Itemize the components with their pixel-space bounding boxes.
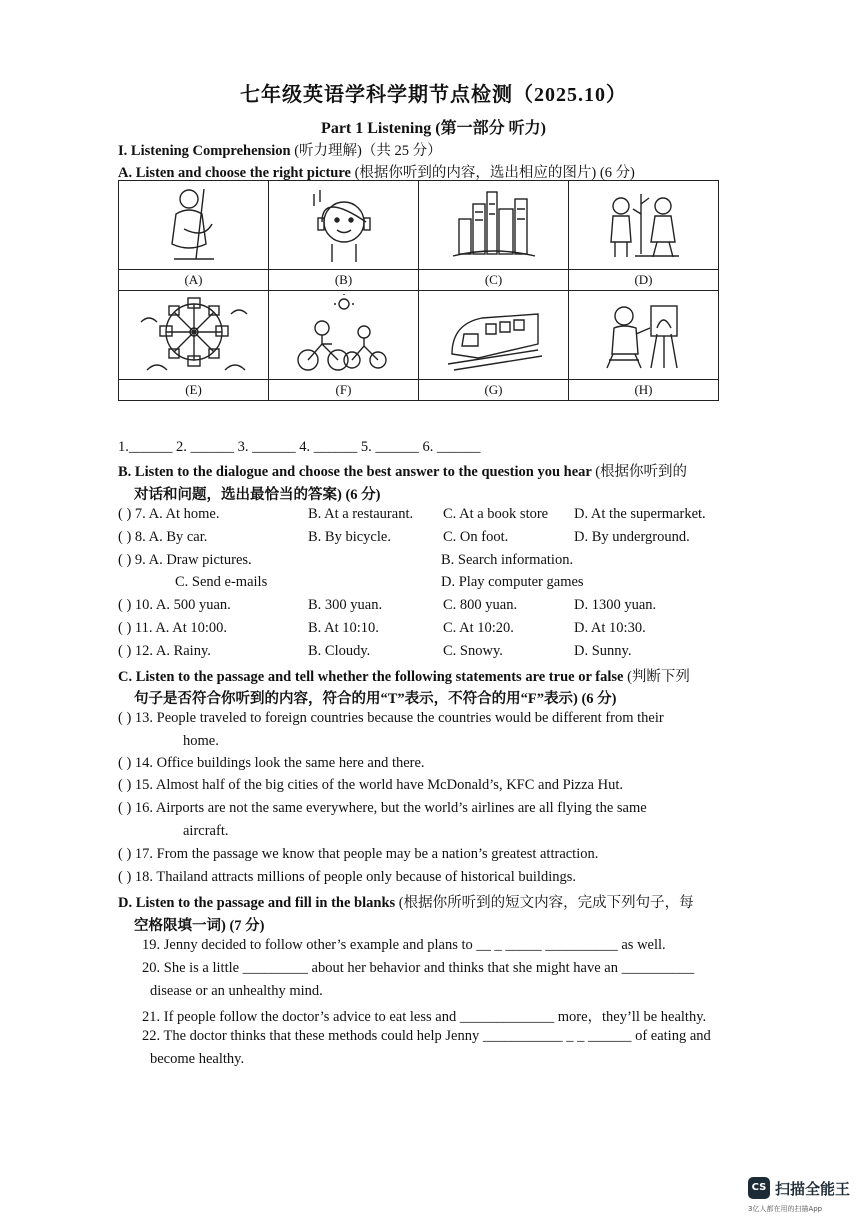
statement-continuation: home.	[183, 733, 219, 749]
section-a-title: A. Listen and choose the right picture	[118, 165, 351, 181]
train-icon	[444, 294, 544, 376]
statement-item: ( ) 15. Almost half of the big cities of the world have McDonald’s, KFC and Pizza Hut.	[118, 777, 623, 793]
mc-option-d: D. At 10:30.	[574, 620, 646, 636]
city-skyline-icon	[449, 184, 539, 266]
section-c-cn: (判断下列	[627, 669, 690, 685]
picture-d	[569, 181, 719, 270]
picture-label: (H)	[569, 380, 719, 401]
fill-item: 21. If people follow the doctor’s advice to eat less and _____________ more，they’ll be healthy.	[142, 1009, 707, 1025]
section-d-heading-2: 空格限填一词) (7 分)	[134, 918, 265, 934]
camscanner-name: 扫描全能王	[775, 1180, 851, 1198]
mc-option-d: D. Sunny.	[574, 643, 632, 659]
mc-option-b: B. At 10:10.	[308, 620, 379, 636]
mc-option-q: ( ) 7. A. At home.	[118, 506, 220, 522]
statement-item: ( ) 16. Airports are not the same everywhere, but the world’s airlines are all flying the same	[118, 800, 647, 816]
section-a-heading	[118, 161, 635, 182]
picture-c	[419, 181, 569, 270]
mc-option-c: C. 800 yuan.	[443, 597, 518, 613]
mc-option-c: B. Search information.	[441, 552, 574, 568]
picture-e	[119, 291, 269, 380]
statement-item: ( ) 18. Thailand attracts millions of people only because of historical buildings.	[118, 869, 576, 885]
section-i-heading	[118, 139, 442, 160]
statement-item: ( ) 13. People traveled to foreign countries because the countries would be different from their	[118, 710, 664, 726]
section-i-cn: (听力理解)（共 25 分）	[294, 143, 442, 159]
picture-b	[269, 181, 419, 270]
page-title: 七年级英语学科学期节点检测（2025.10）	[240, 84, 627, 106]
section-b-cn: (根据你听到的	[595, 464, 688, 480]
mc-option-c: C. At a book store	[443, 506, 549, 522]
cello-player-icon	[154, 184, 234, 266]
mc-option-q: ( ) 10. A. 500 yuan.	[118, 597, 231, 613]
mc-option-d: D. By underground.	[574, 529, 690, 545]
statement-item: ( ) 17. From the passage we know that people may be a nation’s greatest attraction.	[118, 846, 599, 862]
mc-option-q: ( ) 9. A. Draw pictures.	[118, 552, 252, 568]
section-c-title: C. Listen to the passage and tell whether the following statements are true or false	[118, 669, 624, 685]
picture-g	[419, 291, 569, 380]
picture-label: (G)	[419, 380, 569, 401]
ferris-wheel-icon	[139, 294, 249, 376]
section-b-heading-2: 对话和问题，选出最恰当的答案) (6 分)	[134, 487, 381, 503]
camscanner-logo-icon: CS	[748, 1177, 770, 1199]
mc-option-q: ( ) 8. A. By car.	[118, 529, 208, 545]
section-d-title: D. Listen to the passage and fill in the blanks	[118, 895, 396, 911]
fill-item: 20. She is a little _________ about her behavior and thinks that she might have an __________	[142, 960, 695, 976]
picture-label: (A)	[119, 270, 269, 291]
mc-option-c: C. Snowy.	[443, 643, 503, 659]
picture-label: (C)	[419, 270, 569, 291]
mc-option-c: C. At 10:20.	[443, 620, 514, 636]
fill-continuation: disease or an unhealthy mind.	[150, 983, 323, 999]
mc-option-b: B. At a restaurant.	[308, 506, 414, 522]
painter-easel-icon	[599, 294, 689, 376]
cycling-kids-icon	[294, 294, 394, 376]
mc-option-d: D. 1300 yuan.	[574, 597, 657, 613]
picture-label: (B)	[269, 270, 419, 291]
picture-label: (F)	[269, 380, 419, 401]
mc-option-c: C. On foot.	[443, 529, 509, 545]
fill-item: 19. Jenny decided to follow other’s example and plans to __ _ _____ __________ as well.	[142, 937, 666, 953]
statement-item: ( ) 14. Office buildings look the same here and there.	[118, 755, 425, 771]
mc-option-d: D. At the supermarket.	[574, 506, 706, 522]
planting-tree-icon	[599, 184, 689, 266]
answer-blanks: 1.______ 2. ______ 3. ______ 4. ______ 5. ______ 6. ______	[118, 439, 481, 455]
section-d-cn: (根据你所听到的短文内容，完成下列句子，每	[398, 895, 694, 911]
picture-a	[119, 181, 269, 270]
section-c-heading	[118, 665, 690, 686]
section-b-title: B. Listen to the dialogue and choose the best answer to the question you hear	[118, 464, 592, 480]
section-c-heading-2: 句子是否符合你听到的内容，符合的用“T”表示，不符合的用“F”表示) (6 分)	[134, 691, 617, 707]
mc-option-q: C. Send e-mails	[175, 574, 268, 590]
picture-f	[269, 291, 419, 380]
picture-h	[569, 291, 719, 380]
section-b-heading	[118, 460, 687, 481]
mc-option-q: ( ) 12. A. Rainy.	[118, 643, 211, 659]
girl-headphones-icon	[304, 184, 384, 266]
section-a-cn: (根据你听到的内容，选出相应的图片) (6 分)	[354, 165, 635, 181]
mc-option-c: D. Play computer games	[441, 574, 584, 590]
section-d-heading	[118, 891, 694, 912]
fill-continuation: become healthy.	[150, 1051, 245, 1067]
statement-continuation: aircraft.	[183, 823, 229, 839]
camscanner-tagline: 3亿人都在用的扫描App	[748, 1205, 823, 1213]
mc-option-b: B. 300 yuan.	[308, 597, 383, 613]
picture-grid	[118, 180, 719, 401]
picture-label: (D)	[569, 270, 719, 291]
mc-option-b: B. Cloudy.	[308, 643, 371, 659]
picture-label: (E)	[119, 380, 269, 401]
section-i-title: I. Listening Comprehension	[118, 143, 291, 159]
fill-item: 22. The doctor thinks that these methods could help Jenny ___________ _ _ ______ of eating and	[142, 1028, 711, 1044]
mc-option-b: B. By bicycle.	[308, 529, 391, 545]
part-heading: Part 1 Listening (第一部分 听力)	[321, 120, 546, 137]
mc-option-q: ( ) 11. A. At 10:00.	[118, 620, 228, 636]
